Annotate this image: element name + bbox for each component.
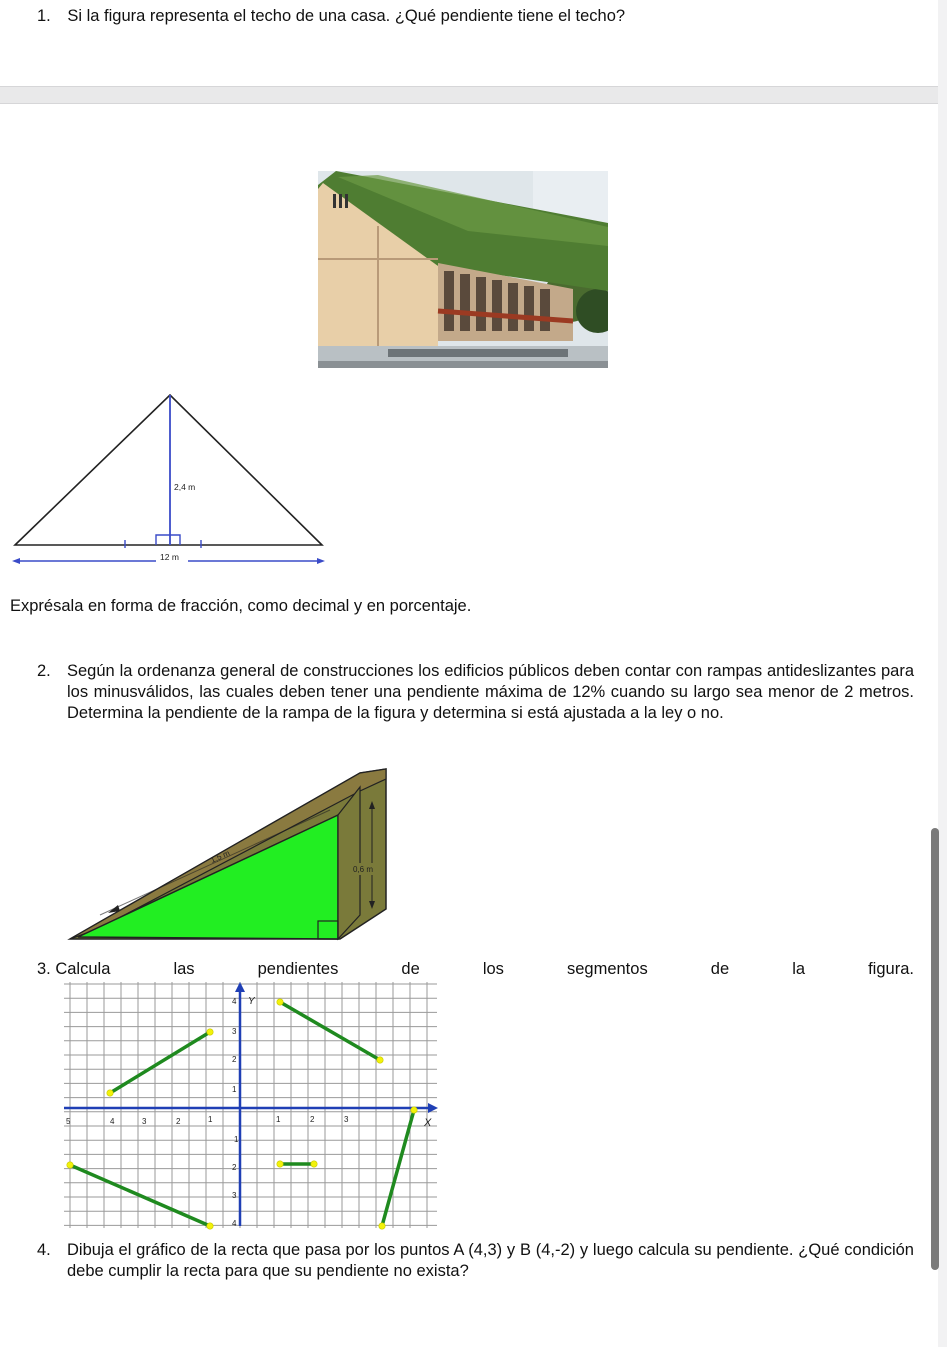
y-tick-label: 4 [232,1219,237,1228]
y-tick-label: 1 [234,1135,239,1144]
question-3-word: 3. Calcula [37,960,111,978]
y-tick-label: 3 [232,1027,237,1036]
question-3-word: pendientes [257,960,339,978]
ramp-figure [60,765,390,947]
segments-graph [62,980,442,1230]
question-3-word: figura. [868,960,914,978]
right-angle-mark [156,535,180,545]
question-3-word: segmentos [566,960,648,978]
scrollbar[interactable] [931,828,939,1270]
arrow-left-icon [12,558,20,564]
page-separator [0,86,940,104]
y-tick-label: 4 [232,997,237,1006]
base-label: 12 m [160,552,179,562]
x-tick-label: 1 [208,1115,213,1124]
x-tick-label: 1 [276,1115,281,1124]
segment-5 [382,1110,414,1226]
ramp-height-label: 0,6 m [353,865,374,874]
y-tick-label: 3 [232,1191,237,1200]
question-2 [37,661,914,724]
segment-endpoint [311,1161,317,1167]
arrow-right-icon [317,558,325,564]
question-1 [37,6,625,27]
segment-endpoint [277,1161,283,1167]
ramp-length-label: 1,5 m [209,848,232,865]
y-tick-label: 2 [232,1163,237,1172]
y-tick-label: 1 [232,1085,237,1094]
right-margin [938,0,947,1347]
segment-endpoint [207,1029,213,1035]
house-photo [318,171,608,368]
roof-triangle-figure [0,390,340,570]
y-tick-label: 2 [232,1055,237,1064]
question-4 [37,1240,914,1282]
x-tick-label: 3 [344,1115,349,1124]
question-3 [37,959,914,980]
question-4-number: 4. [37,1241,51,1259]
segment-endpoint [379,1223,385,1229]
x-tick-label: 2 [310,1115,315,1124]
roof-triangle [15,395,322,545]
question-3-word: la [792,960,806,978]
graph-grid [64,982,437,1228]
question-2-number: 2. [37,662,51,680]
question-2-text: Según la ordenanza general de construcciones los edificios públicos deben contar con rampas antideslizantes para los minusválidos, las cuales deben tener una pendiente máxima de 12% cuando su largo sea menor de 2 metros. Determina la pendiente de la rampa de la figura y determina si está ajustada a la ley o no. [67,662,914,722]
segment-endpoint [277,999,283,1005]
x-tick-label: 4 [110,1117,115,1126]
question-1-number: 1. [37,7,51,25]
question-1-instruction: Exprésala en forma de fracción, como decimal y en porcentaje. [10,597,472,615]
segment-endpoint [377,1057,383,1063]
ramp-slope-face [78,815,338,939]
segment-endpoint [107,1090,113,1096]
question-4-text: Dibuja el gráfico de la recta que pasa por los puntos A (4,3) y B (4,-2) y luego calcula su pendiente. ¿Qué condición debe cumplir la recta para que su pendiente no exista? [67,1241,914,1280]
x-tick-label: 2 [176,1117,181,1126]
x-axis-label: X [424,1117,432,1129]
segment-endpoint [411,1107,417,1113]
x-tick-label: 5 [66,1117,71,1126]
x-tick-label: 3 [142,1117,147,1126]
question-3-word: los [482,960,504,978]
question-3-word: de [401,960,420,978]
segment-endpoint [67,1162,73,1168]
segment-endpoint [207,1223,213,1229]
segment-2 [280,1002,380,1060]
question-3-word: las [173,960,195,978]
y-axis-label: Y [248,996,255,1007]
question-3-word: de [710,960,730,978]
question-1-text: Si la figura representa el techo de una casa. ¿Qué pendiente tiene el techo? [67,7,626,25]
height-label: 2,4 m [174,482,196,492]
